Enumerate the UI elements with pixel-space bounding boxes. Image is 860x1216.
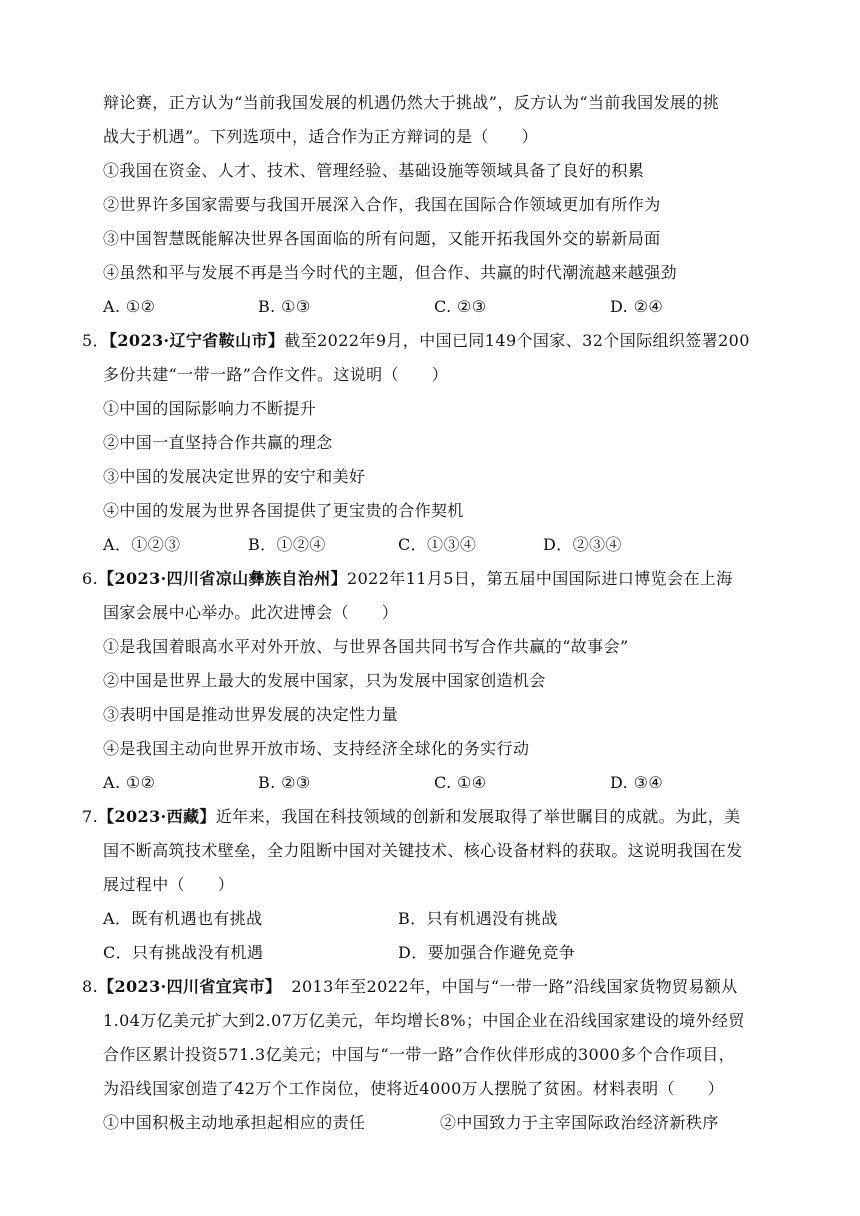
q5-stem-text-1: 截至2022年9月，中国已同149个国家、32个国际组织签署200 <box>284 331 750 350</box>
q6-option-a: A. ①② <box>103 773 156 792</box>
q5-number: 5． <box>82 331 109 350</box>
q8-number: 8. <box>82 977 99 996</box>
q8-item-2: ②中国致力于主宰国际政治经济新秩序 <box>440 1113 719 1132</box>
q7-option-c: C．只有挑战没有机遇 <box>103 943 264 962</box>
q8-stem-line-1 <box>82 970 738 1004</box>
q6-stem-line-1 <box>82 562 733 596</box>
q4-item-2: ②世界许多国家需要与我国开展深入合作，我国在国际合作领域更加有所作为 <box>103 195 661 214</box>
q8-stem-line-3: 合作区累计投资571.3亿美元；中国与“一带一路”合作伙伴形成的3000多个合作项目， <box>103 1045 736 1064</box>
q5-item-2: ②中国一直坚持合作共赢的理念 <box>103 433 333 452</box>
q5-source: 【2023·辽宁省鞍山市】 <box>108 331 285 350</box>
q5-item-1: ①中国的国际影响力不断提升 <box>103 399 317 418</box>
q4-option-c: C. ②③ <box>434 297 487 316</box>
q8-stem-text-1: 2013年至2022年，中国与“一带一路”沿线国家货物贸易额从 <box>291 977 738 996</box>
q4-item-4: ④虽然和平与发展不再是当今时代的主题，但合作、共赢的时代潮流越来越强劲 <box>103 263 678 282</box>
q7-number: 7. <box>82 807 99 826</box>
q6-option-d: D. ③④ <box>610 773 664 792</box>
q8-source: 【2023·四川省宜宾市】 <box>98 977 282 996</box>
q8-stem-line-2: 1.04万亿美元扩大到2.07万亿美元，年均增长8%；中国企业在沿线国家建设的境外经贸 <box>103 1011 745 1030</box>
q6-option-c: C. ①④ <box>434 773 487 792</box>
q4-item-3: ③中国智慧既能解决世界各国面临的所有问题，又能开拓我国外交的崭新局面 <box>103 229 661 248</box>
q6-item-1: ①是我国着眼高水平对外开放、与世界各国共同书写合作共赢的“故事会” <box>103 637 629 656</box>
q4-item-1: ①我国在资金、人才、技术、管理经验、基础设施等领域具备了良好的积累 <box>103 161 645 180</box>
q7-stem-text-1: 近年来，我国在科技领域的创新和发展取得了举世瞩目的成就。为此，美 <box>215 807 741 826</box>
q7-stem-line-3: 展过程中（ ） <box>103 875 235 894</box>
q7-option-b: B．只有机遇没有挑战 <box>398 909 558 928</box>
q5-option-b: B．①②④ <box>248 535 326 554</box>
q5-item-4: ④中国的发展为世界各国提供了更宝贵的合作契机 <box>103 501 464 520</box>
q7-stem-line-1 <box>82 800 741 834</box>
q5-option-a: A．①②③ <box>103 535 181 554</box>
q6-item-4: ④是我国主动向世界开放市场、支持经济全球化的务实行动 <box>103 739 530 758</box>
q8-stem-line-4: 为沿线国家创造了42万个工作岗位，使将近4000万人摆脱了贫困。材料表明（ ） <box>103 1079 725 1098</box>
q5-stem-line-2: 多份共建“一带一路”合作文件。这说明（ ） <box>103 365 449 384</box>
q5-stem-line-1 <box>82 324 750 358</box>
q6-stem-line-2: 国家会展中心举办。此次进博会（ ） <box>103 603 399 622</box>
q4-stem-line-2: 战大于机遇”。下列选项中，适合作为正方辩词的是（ ） <box>103 127 538 146</box>
q7-source: 【2023·西藏】 <box>98 807 216 826</box>
q5-option-d: D．②③④ <box>543 535 622 554</box>
q8-item-1: ①中国积极主动地承担起相应的责任 <box>103 1113 366 1132</box>
q4-option-a: A. ①② <box>103 297 156 316</box>
q7-option-a: A．既有机遇也有挑战 <box>103 909 263 928</box>
q6-number: 6. <box>82 569 99 588</box>
q6-item-2: ②中国是世界上最大的发展中国家，只为发展中国家创造机会 <box>103 671 546 690</box>
q4-option-d: D. ②④ <box>610 297 664 316</box>
q7-option-d: D．要加强合作避免竞争 <box>398 943 576 962</box>
q4-stem-line-1: 辩论赛，正方认为“当前我国发展的机遇仍然大于挑战”，反方认为“当前我国发展的挑 <box>103 93 720 112</box>
q4-option-b: B. ①③ <box>258 297 311 316</box>
q6-option-b: B. ②③ <box>258 773 311 792</box>
q5-option-c: C．①③④ <box>398 535 477 554</box>
q7-stem-line-2: 国不断高筑技术壁垒，全力阻断中国对关键技术、核心设备材料的获取。这说明我国在发 <box>103 841 743 860</box>
q6-source: 【2023·四川省凉山彝族自治州】 <box>98 569 347 588</box>
q5-item-3: ③中国的发展决定世界的安宁和美好 <box>103 467 366 486</box>
q6-item-3: ③表明中国是推动世界发展的决定性力量 <box>103 705 399 724</box>
q6-stem-text-1: 2022年11月5日，第五届中国国际进口博览会在上海 <box>346 569 733 588</box>
